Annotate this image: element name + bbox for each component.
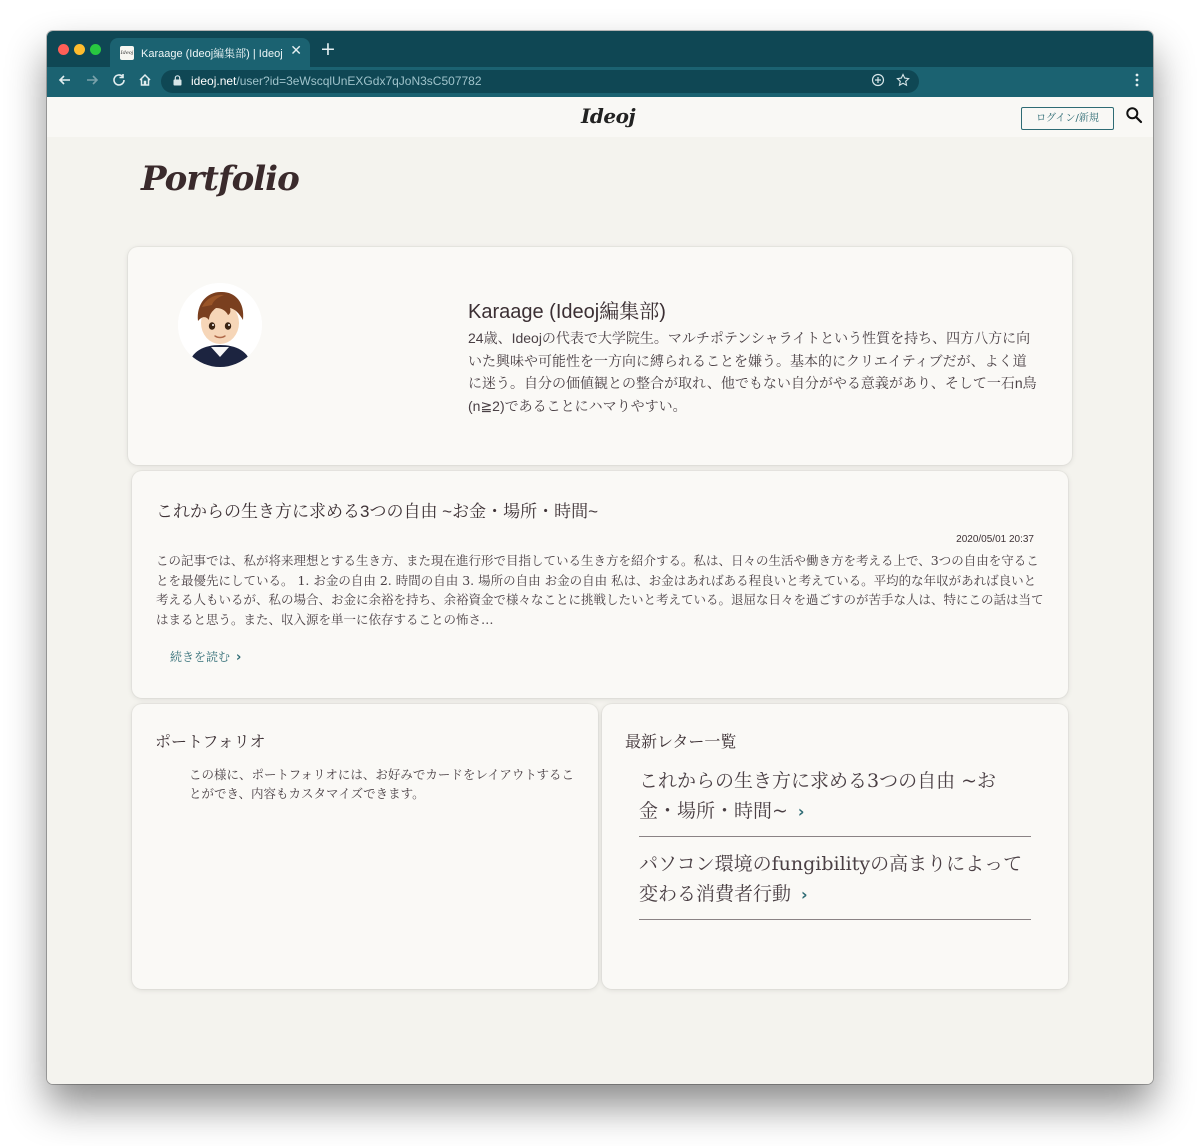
arrow-right-icon[interactable]	[84, 72, 100, 93]
close-window-button[interactable]	[58, 44, 69, 55]
letters-card	[602, 704, 1068, 989]
url-path: /user?id=3eWscqlUnEXGdx7qJoN3sC507782	[236, 74, 482, 88]
minimize-window-button[interactable]	[74, 44, 85, 55]
portfolio-heading: ポートフォリオ	[155, 734, 266, 751]
read-more-label: 続きを読む	[170, 650, 231, 664]
letters-heading: 最新レター一覧	[625, 734, 737, 751]
chevron-right-icon: ›	[797, 802, 805, 821]
article-card	[132, 471, 1068, 698]
article-date: 2020/05/01 20:37	[956, 534, 1034, 545]
search-icon[interactable]	[1125, 106, 1143, 124]
browser-toolbar	[47, 67, 1153, 97]
login-button[interactable]: ログイン/新規	[1021, 107, 1114, 130]
close-tab-icon[interactable]: ✕	[290, 43, 302, 59]
url-host: ideoj.net	[191, 74, 237, 88]
article-excerpt: この記事では、私が将来理想とする生き方、また現在進行形で目指している生き方を紹介する。私は、日々の生活や働き方を考える上で、3つの自由を守ることを最優先にしている。 1. お金の自由 2. 時間の自由 3. 場所の自由 お金の自由 私は、お金はあればある程良いと考えている。平均的な年収があれば良いと考える人もいるが、私の場合、お金に余裕を持ち、余裕資金で様々なことに挑戦したいと考えている。退屈な日々を過ごすのが苦手な人は、特にこの話は当てはまると思う。また、収入源を単一に依存することの怖さ…	[156, 553, 1044, 627]
tab-strip	[47, 31, 1153, 67]
letter-title: これからの生き方に求める3つの自由 ~お金・場所・時間~	[639, 770, 997, 822]
letter-item[interactable]	[639, 762, 1031, 837]
url-text	[191, 74, 482, 88]
kebab-menu-icon[interactable]	[1135, 72, 1139, 92]
page-content	[47, 97, 1153, 1084]
profile-card	[128, 247, 1072, 465]
lock-icon	[173, 75, 182, 89]
install-icon[interactable]	[871, 73, 885, 91]
zoom-window-button[interactable]	[90, 44, 101, 55]
tab-active[interactable]	[110, 38, 310, 67]
avatar	[178, 283, 262, 367]
arrow-left-icon[interactable]	[57, 72, 73, 93]
chevron-right-icon: ›	[801, 885, 808, 904]
letter-item[interactable]	[639, 845, 1031, 920]
portfolio-card	[132, 704, 598, 989]
portfolio-text: この様に、ポートフォリオには、お好みでカードをレイアウトすることができ、内容もカスタマイズできます。	[189, 767, 575, 801]
article-title[interactable]: これからの生き方に求める3つの自由 ~お金・場所・時間~	[156, 502, 599, 521]
reload-icon[interactable]	[111, 72, 127, 93]
read-more-link[interactable]	[170, 648, 241, 665]
new-tab-button[interactable]: +	[320, 38, 336, 60]
page-title: Portfolio	[141, 159, 299, 199]
profile-name: Karaage (Ideoj編集部)	[468, 301, 666, 323]
star-icon[interactable]	[896, 73, 910, 91]
chevron-right-icon: ›	[236, 650, 242, 665]
home-icon[interactable]	[137, 72, 153, 93]
letter-title: パソコン環境のfungibilityの高まりによって変わる消費者行動	[639, 853, 1023, 905]
letter-list	[639, 762, 1031, 928]
profile-bio: 24歳、Ideojの代表で大学院生。マルチポテンシャライトという性質を持ち、四方八方に向いた興味や可能性を一方向に縛られることを嫌う。基本的にクリエイティブだが、よく道に迷う。自分の価値観との整合が取れ、他でもない自分がやる意義があり、そして一石n鳥(n≧2)であることにハマりやすい。	[468, 330, 1037, 414]
favicon-icon: Ideoj	[120, 46, 134, 60]
address-bar[interactable]	[161, 70, 919, 93]
tab-title: Karaage (Ideoj編集部) | Ideoj	[141, 48, 283, 60]
site-logo[interactable]: Ideoj	[581, 104, 636, 128]
site-header	[47, 97, 1153, 137]
browser-window	[47, 31, 1153, 1084]
